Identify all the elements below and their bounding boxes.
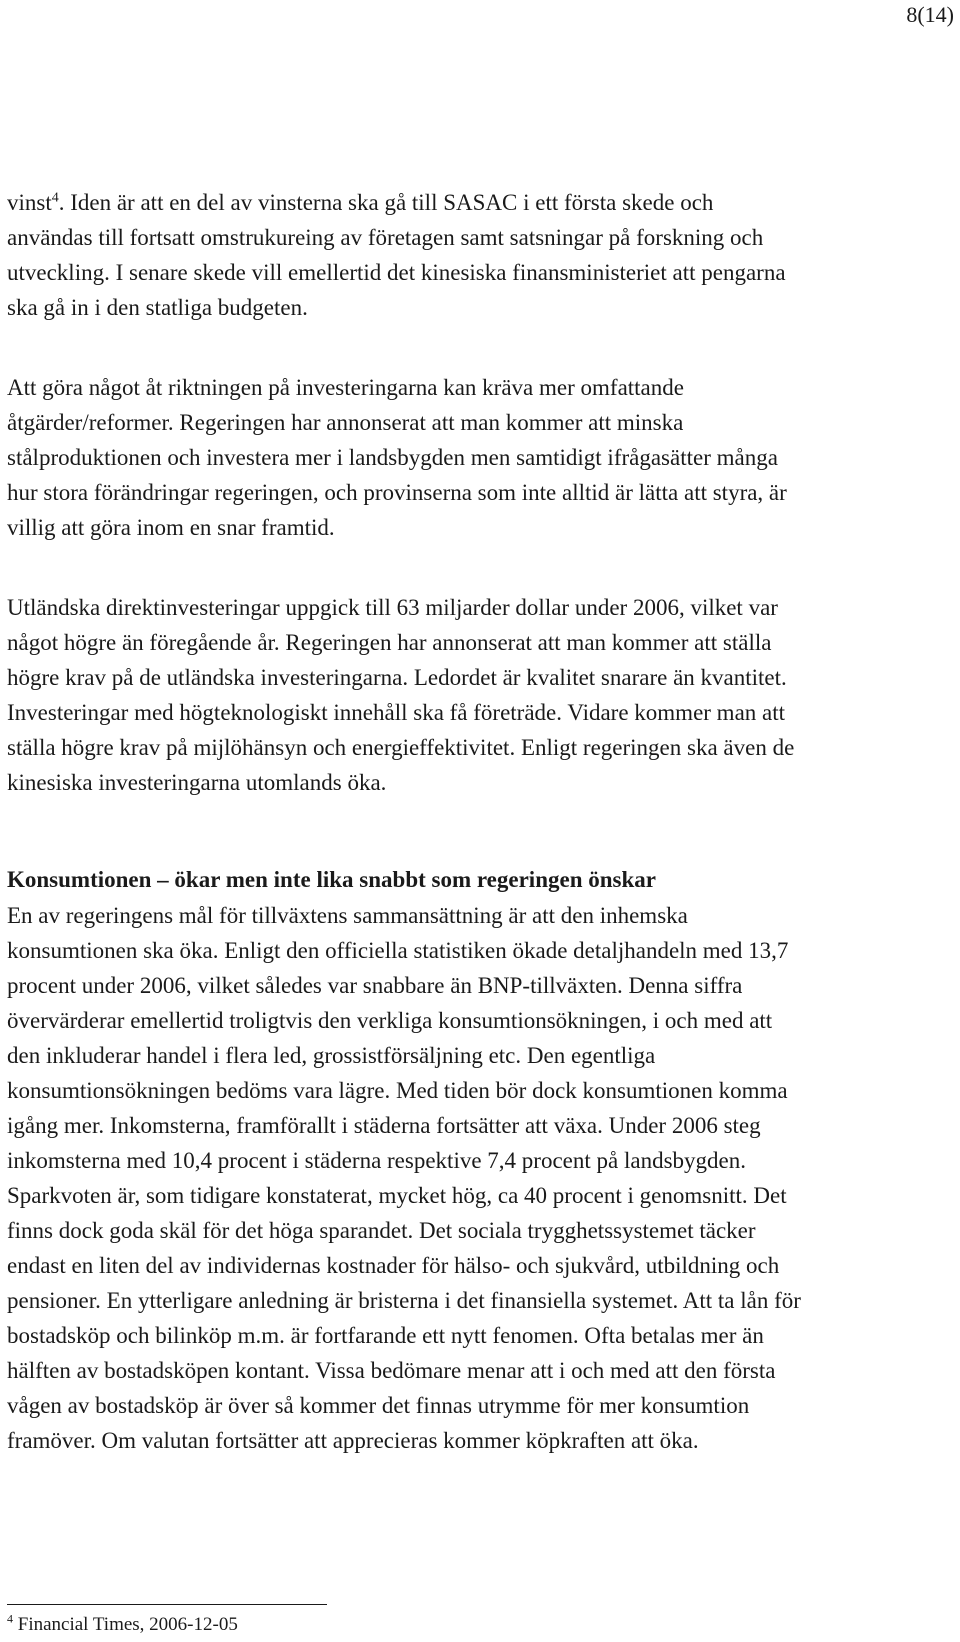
section-heading: Konsumtionen – ökar men inte lika snabbt som regeringen önskar <box>7 867 656 892</box>
paragraph-1 <box>7 185 802 325</box>
paragraph-1-rest: . Iden är att en del av vinsterna ska gå till SASAC i ett första skede och användas till fortsatt omstrukureing av företagen samt satsningar på forskning och utveckling. I senare skede vill emellertid det kinesiska finansministeriet att pengarna ska gå in i den statliga budgeten. <box>7 190 786 320</box>
paragraph-3: Utländska direktinvesteringar uppgick till 63 miljarder dollar under 2006, vilket var något högre än föregående år. Regeringen har annonserat att man kommer att ställa högre krav på de utländska investeringarna. Ledordet är kvalitet snarare än kvantitet. Investeringar med högteknologiskt innehåll ska få företräde. Vidare kommer man att ställa högre krav på mijlöhänsyn och energieffektivitet. Enligt regeringen ska även de kinesiska investeringarna utomlands öka. <box>7 595 795 795</box>
footnote-text: Financial Times, 2006-12-05 <box>13 1614 238 1635</box>
page-number: 8(14) <box>906 2 954 27</box>
footnote-number: 4 <box>7 1611 13 1626</box>
paragraph-2: Att göra något åt riktningen på investeringarna kan kräva mer omfattande åtgärder/reformer. Regeringen har annonserat att man kommer att minska stålproduktionen och investera mer i landsbygden men samtidigt ifrågasätter många hur stora förändringar regeringen, och provinserna som inte alltid är lätta att styra, är villig att göra inom en snar framtid. <box>7 375 787 540</box>
footnote <box>7 1612 238 1638</box>
paragraph-4: En av regeringens mål för tillväxtens sammansättning är att den inhemska konsumtionen ska öka. Enligt den officiella statistiken ökade detaljhandeln med 13,7 procent under 2006, vilket således var snabbare än BNP-tillväxten. Denna siffra övervärderar emellertid troligtvis den verkliga konsumtionsökningen, i och med att den inkluderar handel i flera led, grossistförsäljning etc. Den egentliga konsumtionsökningen bedöms vara lägre. Med tiden bör dock konsumtionen komma igång mer. Inkomsterna, framförallt i städerna fortsätter att växa. Under 2006 steg inkomsterna med 10,4 procent i städerna respektive 7,4 procent på landsbygden. Sparkvoten är, som tidigare konstaterat, mycket hög, ca 40 procent i genomsnitt. Det finns dock goda skäl för det höga sparandet. Det sociala trygghetssystemet täcker endast en liten del av individernas kostnader för hälso- och sjukvård, utbildning och pensioner. En ytterligare anledning är bristerna i det finansiella systemet. Att ta lån för bostadsköp och bilinköp m.m. är fortfarande ett nytt fenomen. Ofta betalas mer än hälften av bostadsköpen kontant. Vissa bedömare menar att i och med att den första vågen av bostadsköp är över så kommer det finnas utrymme för mer konsumtion framöver. Om valutan fortsätter att apprecieras kommer köpkraften att öka. <box>7 903 801 1453</box>
footnote-reference: 4 <box>51 190 59 206</box>
footnote-divider <box>7 1604 327 1605</box>
paragraph-1-start: vinst <box>7 190 52 215</box>
